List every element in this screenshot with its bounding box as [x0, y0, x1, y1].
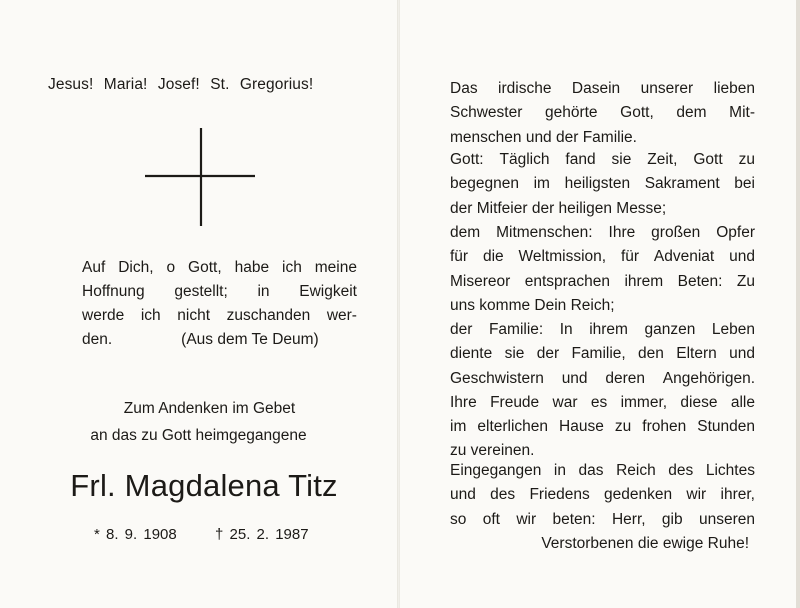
word: dem: [676, 104, 707, 122]
word: des: [490, 486, 516, 504]
text-line: [450, 459, 755, 483]
word: Hoffnung: [82, 283, 145, 300]
word: Geschwistern: [450, 369, 544, 387]
word: Zu: [736, 272, 755, 290]
text-line: [450, 318, 755, 342]
word: und: [450, 486, 476, 504]
word: werde: [82, 307, 125, 324]
text-line: [82, 304, 357, 328]
word: und: [729, 248, 755, 266]
word: alle: [730, 393, 755, 411]
word: in: [553, 462, 566, 479]
word: Reich: [616, 462, 656, 479]
word: der: [450, 321, 473, 338]
word: irdische: [498, 80, 552, 97]
text-line: [82, 328, 357, 352]
word: in: [257, 283, 270, 300]
word: des: [668, 462, 694, 479]
text-line: [82, 280, 357, 304]
word: Opfer: [716, 224, 755, 241]
word: entsprachen: [524, 272, 611, 290]
word: Familie:: [488, 321, 544, 338]
word: ihrem: [624, 272, 664, 290]
word: unseren: [698, 510, 755, 528]
verse-source: (Aus dem Te Deum): [181, 331, 319, 348]
word: heiligsten: [564, 175, 631, 193]
word: dem: [450, 224, 481, 241]
word: Dasein: [571, 80, 621, 97]
word: o: [166, 259, 176, 276]
word: Stunden: [697, 418, 755, 436]
word: Auf: [82, 259, 106, 276]
text-line: [450, 270, 755, 294]
word: unserer: [640, 80, 694, 97]
word: wir: [516, 510, 537, 528]
word: Sakrament: [644, 175, 720, 193]
text-line: [450, 245, 755, 269]
word: Hause: [559, 418, 604, 436]
paragraph-earthly-life: [450, 77, 755, 150]
deceased-name: Frl. Magdalena Titz: [70, 468, 338, 503]
word: den.: [82, 331, 113, 348]
word: großen: [651, 224, 701, 241]
word: ganzen: [644, 321, 696, 338]
word: es: [590, 393, 608, 411]
word: im: [533, 175, 550, 193]
paragraph-god: [450, 148, 755, 221]
word: frohen: [642, 418, 687, 436]
memorial-dedication: [0, 395, 397, 449]
text-line: [450, 148, 755, 172]
text-line: [450, 77, 755, 101]
word: Verstorbenen die ewige Ruhe!: [541, 534, 749, 552]
word: gestellt;: [174, 283, 228, 300]
card-edge: [796, 0, 800, 608]
word: gedenken: [604, 486, 673, 504]
text-line: [450, 532, 755, 556]
word: beten:: [552, 510, 596, 528]
text-line: [450, 342, 755, 366]
word: sie: [504, 345, 525, 363]
word: war: [552, 393, 578, 411]
word: wir: [686, 486, 707, 504]
word: zu: [614, 418, 632, 436]
text-line: [450, 101, 755, 125]
word: Das: [450, 80, 478, 97]
text-line: [450, 483, 755, 507]
word: oft: [482, 510, 500, 528]
word: begegnen: [450, 175, 519, 193]
word: elterlichen: [477, 418, 549, 436]
word: gib: [661, 510, 683, 528]
text-line: [450, 391, 755, 415]
word: Eingegangen: [450, 462, 542, 479]
paragraph-fellow-men: [450, 221, 755, 318]
word: Ewigkeit: [299, 283, 357, 300]
word: für: [620, 248, 640, 266]
word: Ihre: [450, 393, 477, 411]
word: Dich,: [118, 259, 154, 276]
word: der: [536, 345, 560, 363]
word: den: [638, 345, 664, 363]
word: Angehörigen.: [662, 369, 755, 387]
left-panel: [0, 0, 397, 608]
word: Gott,: [188, 259, 222, 276]
text-line: [450, 197, 755, 221]
text-line: [450, 508, 755, 532]
word: ich: [140, 307, 161, 324]
word: das: [578, 462, 604, 479]
word: Misereor: [450, 272, 511, 290]
word: Gott,: [620, 104, 654, 122]
text-line: [450, 126, 755, 150]
word: Täglich: [499, 151, 550, 168]
word: nicht: [177, 307, 211, 324]
word: zuschanden: [226, 307, 311, 324]
word: meine: [314, 259, 357, 276]
right-panel: [400, 0, 796, 608]
word: lieben: [713, 80, 755, 97]
word: Gott:: [450, 151, 484, 168]
word: bei: [734, 175, 755, 193]
word: Zeit,: [647, 151, 678, 168]
word: Gott: [693, 151, 723, 168]
word: menschen und der Familie.: [450, 128, 637, 146]
word: diese: [680, 393, 718, 411]
word: Mitmenschen:: [496, 224, 593, 241]
word: so: [450, 510, 467, 528]
word: Mit-: [729, 104, 755, 122]
saints-invocation: Jesus! Maria! Josef! St. Gregorius!: [48, 76, 314, 93]
word: und: [561, 369, 588, 387]
word: im: [450, 418, 467, 436]
word: Adveniat: [653, 248, 715, 266]
word: Beten:: [677, 272, 723, 290]
word: Leben: [711, 321, 755, 338]
word: In: [559, 321, 573, 338]
text-line: [450, 221, 755, 245]
text-line: [82, 256, 357, 280]
word: ihrem: [589, 321, 628, 338]
word: Ihre: [608, 224, 636, 241]
word: die: [482, 248, 504, 266]
word: fand: [565, 151, 596, 168]
birth-date: * 8. 9. 1908: [94, 526, 177, 543]
word: ihrer,: [720, 486, 755, 504]
word: uns komme Dein Reich;: [450, 296, 615, 314]
paragraph-closing-prayer: [450, 459, 755, 556]
word: zu: [738, 151, 755, 168]
word: Weltmission,: [518, 248, 607, 266]
word: zu vereinen.: [450, 442, 535, 460]
text-line: [450, 172, 755, 196]
word: Eltern: [676, 345, 717, 363]
word: sie: [611, 151, 632, 168]
word: Schwester: [450, 104, 523, 122]
word: der Mitfeier der heiligen Messe;: [450, 199, 667, 217]
word: deren: [605, 369, 645, 387]
death-date: † 25. 2. 1987: [215, 526, 309, 543]
word: gehörte: [544, 104, 598, 122]
word: Freude: [490, 393, 540, 411]
word: wer-: [326, 307, 357, 324]
te-deum-verse: [82, 256, 357, 352]
dedication-line-2: an das zu Gott heimgegangene: [90, 427, 307, 444]
word: diente: [450, 345, 493, 363]
word: ich: [282, 259, 302, 276]
text-line: [450, 367, 755, 391]
word: und: [729, 345, 755, 363]
word: Friedens: [529, 486, 590, 504]
word: Lichtes: [705, 462, 755, 479]
paragraph-family: [450, 318, 755, 464]
cross-icon: [142, 126, 258, 228]
text-line: [450, 415, 755, 439]
word: immer,: [620, 393, 668, 411]
word: für: [450, 248, 469, 266]
word: Familie,: [571, 345, 626, 363]
text-line: [450, 294, 755, 318]
dedication-line-1: Zum Andenken im Gebet: [123, 400, 296, 417]
word: habe: [234, 259, 270, 276]
word: Herr,: [611, 510, 646, 528]
